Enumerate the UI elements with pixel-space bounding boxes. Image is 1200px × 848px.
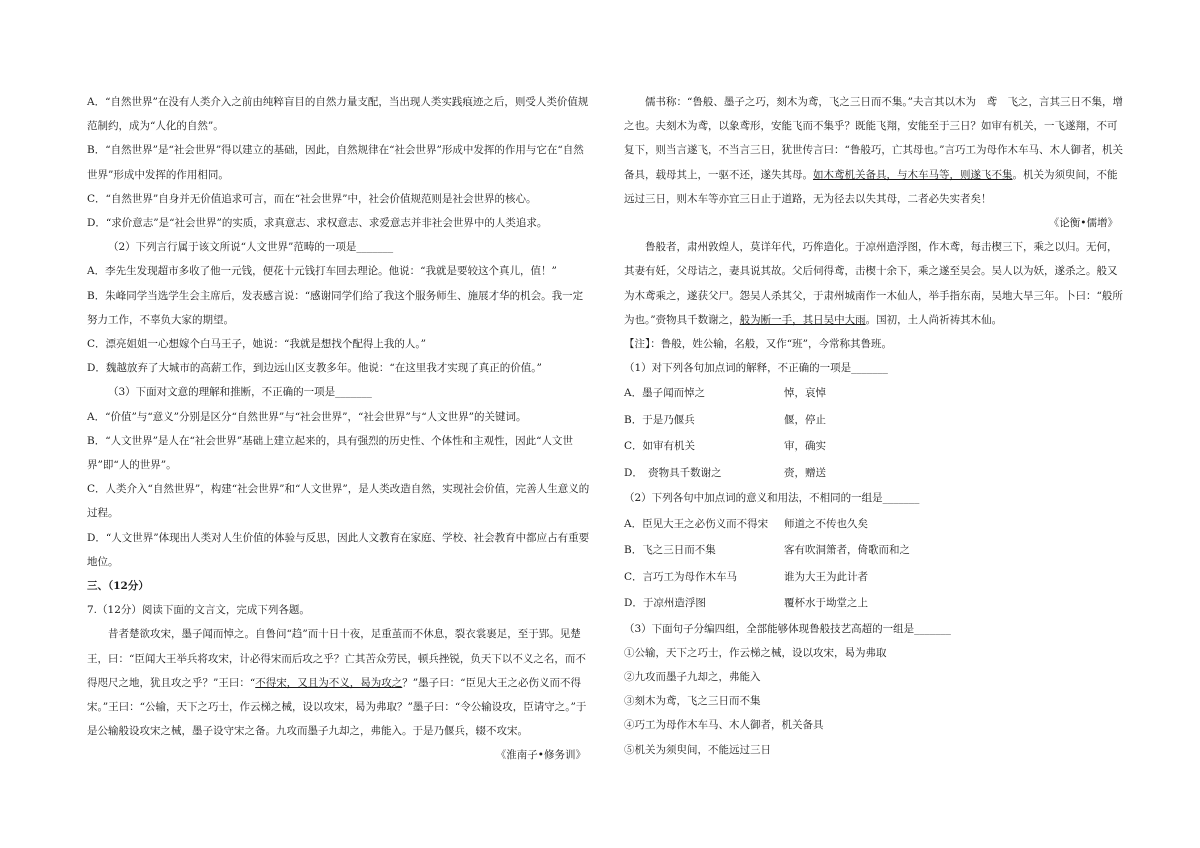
q3-item: ②九攻而墨子九却之，弗能入 (624, 671, 761, 684)
q1-option-row (624, 407, 1124, 434)
passage-text: ？”墨子曰：“臣见大王之必伤义而不得宋。”王曰：“公输，天下之巧士，作云梯之械，设以攻宋，曷为弗取？”墨子曰：“令公输设攻，臣请守之。”于是公输般设攻宋之械，墨子设守宋之备。九攻而墨子九却之，弗能入。于是乃偃兵，辍不攻宋。 (87, 676, 587, 738)
option-sentence: D．于凉州造浮图 (624, 597, 706, 610)
q2-option-d: D．魏越放弃了大城市的高薪工作，到边远山区支教多年。他说：“在这里我才实现了真正的价值。” (87, 362, 542, 375)
q3-stem: （3）下面对文意的理解和推断，不正确的一项是_______ (108, 386, 372, 399)
underlined-sentence: 般为断一手，其日吴中大雨 (739, 313, 866, 326)
q7-intro: 7.（12分）阅读下面的文言文，完成下列各题。 (87, 604, 310, 617)
source-huainanzi: 《淮南子•修务训》 (495, 749, 586, 762)
q3-option-b: B．“人文世界”是人在“社会世界”基础上建立起来的，具有强烈的历史性、个体性和主观性，因此“人文世界”即“人的世界”。 (87, 434, 574, 472)
option-compare: 谁为大王为此计者 (784, 570, 868, 583)
option-explanation: 偃，停止 (784, 413, 826, 426)
q3-option-c: C．人类介入“自然世界”，构建“社会世界”和“人文世界”，是人类改造自然，实现社会价值，完善人生意义的过程。 (87, 483, 590, 520)
q2-stem: （2）下列各句中加点词的意义和用法，不相同的一组是_______ (624, 492, 920, 505)
passage-lu-ban (624, 235, 1124, 332)
left-column (87, 90, 592, 768)
passage-lunheng (624, 90, 1124, 211)
q2-stem: （2）下列言行属于该文所说“人文世界”范畴的一项是_______ (108, 241, 394, 254)
passage-text: 儒书称：“鲁般、墨子之巧，刻木为鸢，飞之三日而不集。”夫言其以木为 鸢 飞之，言其三日不集，增之也。夫刻木为鸢，以象鸢形，安能飞而不集乎？既能飞翔，安能至于三日？如审有机关，一飞遂翔，不可复下，则当言遂飞，不当言三日，犹世传言曰：“鲁般巧，亡其母也。”言巧工为母作木车马、木人御者，机关备具，载母其上，一驱不还，遂失其母。 (624, 96, 1123, 181)
q2-option-row (624, 537, 1124, 564)
q1-option-row (624, 433, 1124, 460)
q2-option-row (624, 564, 1124, 591)
passage-huainanzi (87, 622, 592, 743)
q3-option-d: D．“人文世界”体现出人类对人生价值的体验与反思，因此人文教育在家庭、学校、社会教育中都应占有重要地位。 (87, 531, 590, 568)
option-sentence: D． 赍物具千数谢之 (624, 466, 722, 479)
q3-option-a: A．“价值”与“意义”分别是区分“自然世界”与“社会世界”，“社会世界”与“人文世界”的关键词。 (87, 410, 527, 423)
option-sentence: B．飞之三日而不集 (624, 544, 716, 557)
q1-option-d: D．“求价意志”是“社会世界”的实质，求真意志、求权意志、求爱意志并非社会世界中的人类追求。 (87, 217, 548, 230)
q2-option-row (624, 511, 1124, 538)
q3-stem: （3）下面句子分编四组，全部能够体现鲁般技艺高超的一组是_______ (624, 622, 951, 635)
annotation-note: 【注】：鲁般，姓公输，名般，又作“班”，今常称其鲁班。 (624, 338, 892, 351)
right-column (624, 90, 1124, 762)
q1-option-b: B．“自然世界”是“社会世界”得以建立的基础，因此，自然规律在“社会世界”形成中发挥的作用与它在“自然世界”形成中发挥的作用相同。 (87, 144, 584, 181)
passage-text: 鲁般者，肃州敦煌人，莫详年代，巧侔造化。于凉州造浮图，作木鸢，每击楔三下，乘之以归。无何，其妻有妊，父母诘之，妻具说其故。父后伺得鸢，击楔十余下，乘之遂至吴会。吴人以为妖，遂杀之。般又为木鸢乘之，遂获父尸。怨吴人杀其父，于肃州城南作一木仙人，举手指东南，吴地大旱三年。卜曰：“般所为也。”赍物具千数谢之， (624, 241, 1123, 326)
underlined-sentence: 如木鸢机关备具，与木车马等，则遂飞不集 (813, 168, 1013, 181)
q2-option-a: A．李先生发现超市多收了他一元钱，便花十元钱打车回去理论。他说：“我就是要较这个真儿，值！” (87, 265, 557, 278)
option-explanation: 审，确实 (784, 440, 826, 453)
q1-stem: （1）对下列各句加点词的解释，不正确的一项是_______ (624, 362, 888, 375)
option-compare: 客有吹洞箫者，倚歌而和之 (784, 544, 910, 557)
option-sentence: C．言巧工为母作木车马 (624, 570, 738, 583)
q2-option-c: C．漂亮姐姐一心想嫁个白马王子，她说：“我就是想找个配得上我的人。” (87, 338, 427, 351)
option-explanation: 悼，哀悼 (784, 387, 826, 400)
option-compare: 师道之不传也久矣 (784, 517, 868, 530)
q3-item: ③刻木为鸢，飞之三日而不集 (624, 695, 761, 708)
q1-option-row (624, 460, 1124, 487)
option-sentence: B．于是乃偃兵 (624, 413, 695, 426)
q2-option-row (624, 590, 1124, 617)
passage-text: 昔者楚欲攻宋，墨子闻而悼之。自鲁问“趋”而十日十夜，足重茧而不休息，裂衣裳裹足，至于郢。见楚王，曰：“臣闻大王举兵将攻宋，计必得宋而后攻之乎？亡其苦众劳民，顿兵挫锐，负天下以不义之名，而不得咫尺之地，犹且攻之乎？”王曰：“ (87, 628, 586, 689)
option-sentence: A．臣见大王之必伤义而不得宋 (624, 517, 769, 530)
q3-item: ①公输，天下之巧士，作云梯之械，设以攻宋，曷为弗取 (624, 646, 887, 659)
q1-option-row (624, 380, 1124, 407)
underlined-sentence: 不得宋，又且为不义，曷为攻之 (255, 676, 403, 689)
q1-option-c: C．“自然世界”自身并无价值追求可言，而在“社会世界”中，社会价值规范则是社会世界的核心。 (87, 192, 537, 205)
q3-item: ⑤机关为须臾间，不能远过三日 (624, 743, 771, 756)
passage-text: 。机关为须臾间，不能远过三日，则木车等亦宜三日止于道路，无为径去以失其母，二者必失实者矣！ (624, 168, 1118, 205)
passage-text: 。国初，土人尚祈祷其木仙。 (865, 313, 1003, 326)
option-compare: 覆杯水于坳堂之上 (784, 597, 868, 610)
q1-option-a: A．“自然世界”在没有人类介入之前由纯粹盲目的自然力量支配，当出现人类实践痕迹之后，则受人类价值规范制约，成为“人化的自然”。 (87, 96, 589, 133)
section-heading: 三、（12分） (87, 580, 149, 593)
option-sentence: A．墨子闻而悼之 (624, 387, 706, 400)
source-lunheng: 《论衡•儒增》 (1048, 217, 1118, 230)
q2-option-b: B．朱峰同学当选学生会主席后，发表感言说：“感谢同学们给了我这个服务师生、施展才华的机会。我一定努力工作，不辜负大家的期望。 (87, 289, 584, 326)
q3-item: ④巧工为母作木车马、木人御者，机关备具 (624, 719, 824, 732)
option-sentence: C．如审有机关 (624, 440, 696, 453)
option-explanation: 赍，赠送 (784, 466, 826, 479)
